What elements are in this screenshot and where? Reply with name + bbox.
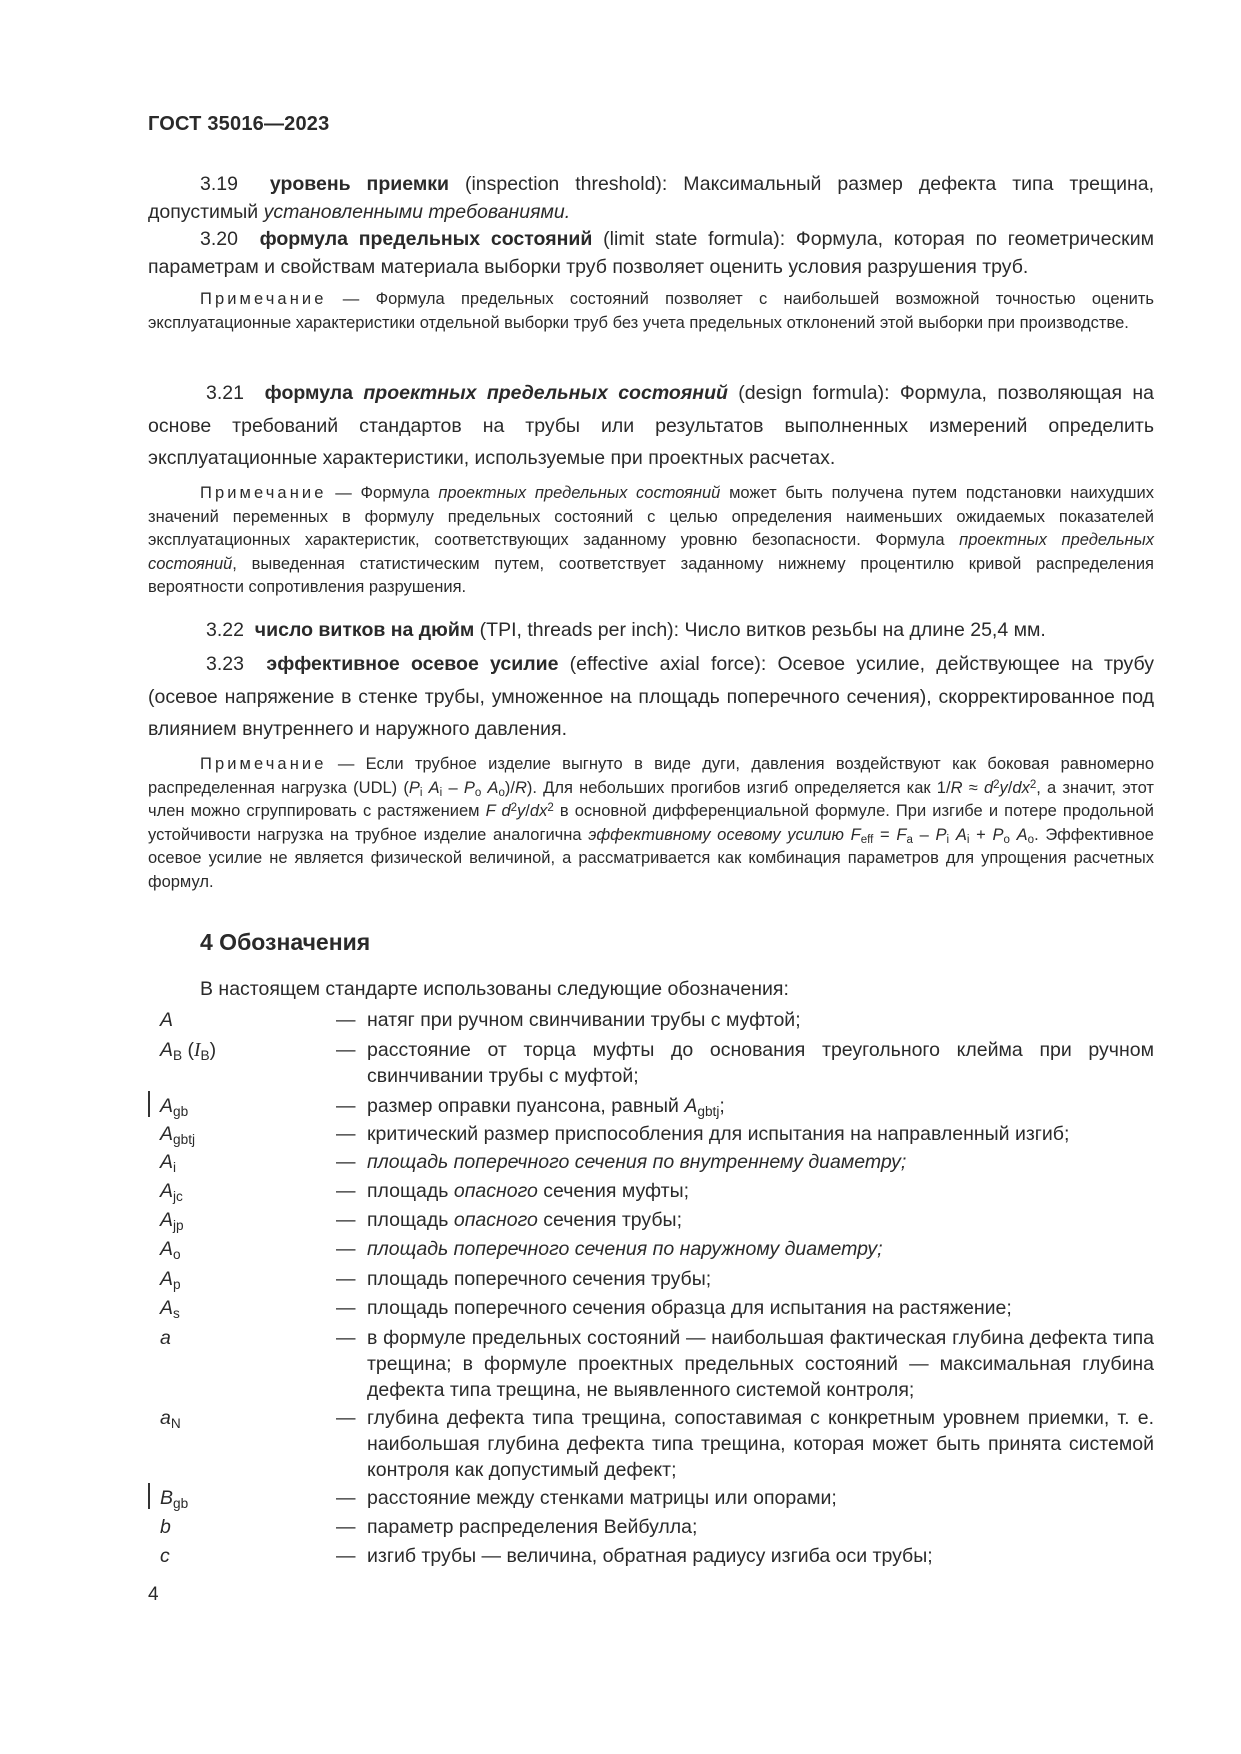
section-intro: В настоящем стандарте использованы следующие обозначения: <box>200 978 789 1000</box>
dash: — <box>336 1407 356 1429</box>
section-title: 4 Обозначения <box>200 929 371 955</box>
note-text: — Формула <box>326 484 439 502</box>
symbol-definition: площадь поперечного сечения трубы; <box>367 1268 712 1290</box>
note-label: Примечание <box>200 290 327 308</box>
symbol: $A_{jc}$ <box>160 1180 183 1204</box>
symbol-definition: площадь поперечного сечения по наружному диаметру; <box>367 1238 883 1260</box>
note-text-italic: проектных предельных состояний <box>438 484 721 502</box>
dash: — <box>336 1327 356 1349</box>
symbol-definition: площадь поперечного сечения образца для испытания на растяжение; <box>367 1297 1012 1319</box>
note-text: — Если трубное изделие выгнуто в виде дуги, давления воздействуют как боковая равномерно распределенная нагрузка (UDL) ( <box>148 755 1154 797</box>
dash: — <box>336 1009 356 1031</box>
symbol: a <box>160 1327 171 1349</box>
note-2 <box>148 482 1154 600</box>
term-number: 3.19 <box>200 173 238 195</box>
symbol-definition: в формуле предельных состояний — наибольшая фактическая глубина дефекта типа трещина; в формуле проектных предельных состояний — максимальная глубина дефекта типа трещина, не выявленного системой контроля; <box>367 1327 1154 1401</box>
note-1 <box>148 288 1154 335</box>
symbol-definition: изгиб трубы — величина, обратная радиусу изгиба оси трубы; <box>367 1545 933 1567</box>
dash: — <box>336 1095 356 1117</box>
term-text-italic: установленными требованиями. <box>263 201 571 223</box>
note-text: , а значит, этот член можно сгруппировать с растяжением <box>148 778 1154 820</box>
note-3 <box>148 753 1154 894</box>
symbol-definition: расстояние между стенками матрицы или опорами; <box>367 1487 837 1509</box>
symbol: c <box>160 1545 170 1567</box>
note-text: , выведенная статистическим путем, соответствует заданному нижнему процентилю кривой распределения вероятности сопротивления разрушения. <box>148 554 1154 596</box>
note-text: в основной дифференциальной формуле. При изгибе и потере продольной устойчивости нагрузка на трубное изделие аналогична <box>148 802 1154 844</box>
formula-feff: $F_{eff} = F_a - P_i$ $A_i + P_o$ $A_o$ <box>850 825 1035 846</box>
symbol: A <box>160 1009 174 1031</box>
term-text: (TPI, threads per inch): Число витков резьбы на длине 25,4 мм. <box>474 619 1046 641</box>
term-number: 3.21 <box>206 382 244 404</box>
formula-curvature: $R \approx d^2y/dx^2$ <box>950 778 1037 797</box>
symbol-definition: площадь опасного сечения трубы; <box>367 1209 682 1231</box>
symbol-definition: критический размер приспособления для испытания на направленный изгиб; <box>367 1123 1070 1145</box>
symbol-definition: глубина дефекта типа трещина, сопоставимая с конкретным уровнем приемки, т. е. наибольшая глубина дефекта типа трещина, которая может быть принята системой контроля как допустимый дефект; <box>367 1407 1154 1481</box>
note-text: может быть получена путем подстановки наихудших значений переменных в формулу предельных состояний с целью определения наименьших ожидаемых показателей эксплуатационных характеристик, соответствующих заданному уровню безопасности. Формула <box>148 484 1154 549</box>
symbol: $A_{gb}$ <box>160 1095 189 1119</box>
document-header: ГОСТ 35016—2023 <box>148 113 330 135</box>
symbol: $a_N$ <box>160 1407 181 1431</box>
term-text: (effective axial force): Осевое усилие, действующее на трубу (осевое напряжение в стенке трубы, умноженное на площадь поперечного сечения), скорректированное под влиянием внутреннего и наружного давления. <box>148 653 1154 740</box>
symbol: $A_i$ <box>160 1151 177 1175</box>
term-title-italic: проектных предельных состояний <box>363 382 728 404</box>
note-text: . Эффективное осевое усилие не является физической величиной, а рассматривается как комбинация параметров для упрощения расчетных формул. <box>148 825 1154 891</box>
symbol: $A_p$ <box>160 1268 181 1292</box>
term-3-22 <box>148 614 1154 647</box>
term-title: уровень приемки <box>269 173 449 195</box>
note-text-italic: эффективному осевому усилию <box>588 825 844 844</box>
note-label: Примечание <box>200 755 327 773</box>
symbol-definition: параметр распределения Вейбулла; <box>367 1516 698 1538</box>
term-number: 3.20 <box>200 228 238 250</box>
page-number: 4 <box>148 1584 159 1605</box>
term-number: 3.22 <box>206 619 244 641</box>
symbol: $A_B$ $(I_B)$ <box>160 1039 217 1063</box>
dash: — <box>336 1039 356 1061</box>
note-text: ). Для небольших прогибов изгиб определяется как 1/ <box>526 778 951 797</box>
dash: — <box>336 1487 356 1509</box>
symbol: $A_s$ <box>160 1297 180 1321</box>
term-title: формула <box>264 382 364 404</box>
symbol: $B_{gb}$ <box>160 1487 189 1511</box>
term-text: (inspection threshold): Максимальный размер дефекта типа трещина, допустимый <box>148 173 1154 223</box>
symbol: $A_o$ <box>160 1238 181 1262</box>
symbol-definition: площадь опасного сечения муфты; <box>367 1180 690 1202</box>
term-text: (design formula): Формула, позволяющая на основе требований стандартов на трубы или результатов выполненных измерений определить эксплуатационные характеристики, используемые при проектных расчетах. <box>148 382 1154 469</box>
symbol: $A_{jp}$ <box>160 1209 184 1233</box>
formula-tension: F $d^2y/dx^2$ <box>485 802 554 820</box>
dash: — <box>336 1516 356 1538</box>
symbol-definition: площадь поперечного сечения по внутреннему диаметру; <box>367 1151 907 1173</box>
note-text: — Формула предельных состояний позволяет с наибольшей возможной точностью оценить эксплуатационные характеристики отдельной выборки труб без учета предельных отклонений этой выборки при производстве. <box>148 290 1154 332</box>
term-title: эффективное осевое усилие <box>266 653 559 675</box>
dash: — <box>336 1297 356 1319</box>
revision-bar <box>148 1091 150 1117</box>
dash: — <box>336 1268 356 1290</box>
dash: — <box>336 1238 356 1260</box>
term-title: формула предельных состояний <box>259 228 593 250</box>
term-text: (limit state formula): Формула, которая по геометрическим параметрам и свойствам материала выборки труб позволяет оценить условия разрушения труб. <box>148 228 1155 278</box>
symbol: b <box>160 1516 171 1538</box>
dash: — <box>336 1123 356 1145</box>
symbol-definition: натяг при ручном свинчивании трубы с муфтой; <box>367 1009 801 1031</box>
term-3-23 <box>148 648 1154 746</box>
dash: — <box>336 1545 356 1567</box>
dash: — <box>336 1180 356 1202</box>
term-3-21 <box>148 377 1154 475</box>
term-number: 3.23 <box>206 653 244 675</box>
term-3-20 <box>148 225 1154 281</box>
revision-bar <box>148 1483 150 1509</box>
term-title: число витков на дюйм <box>254 619 475 641</box>
symbol-definition: размер оправки пуансона, равный $A_{gbtj}$; <box>367 1095 725 1119</box>
dash: — <box>336 1151 356 1173</box>
term-3-19 <box>148 170 1154 226</box>
dash: — <box>336 1209 356 1231</box>
formula-udl: $P_i$ $A_i - P_o$ $A_o)/R$ <box>408 778 527 799</box>
symbol: $A_{gbtj}$ <box>160 1123 196 1147</box>
note-text-italic: проектных предельных состояний <box>148 531 1154 573</box>
note-label: Примечание <box>200 484 327 502</box>
symbol-definition: расстояние от торца муфты до основания треугольного клейма при ручном свинчивании трубы с муфтой; <box>367 1039 1154 1087</box>
